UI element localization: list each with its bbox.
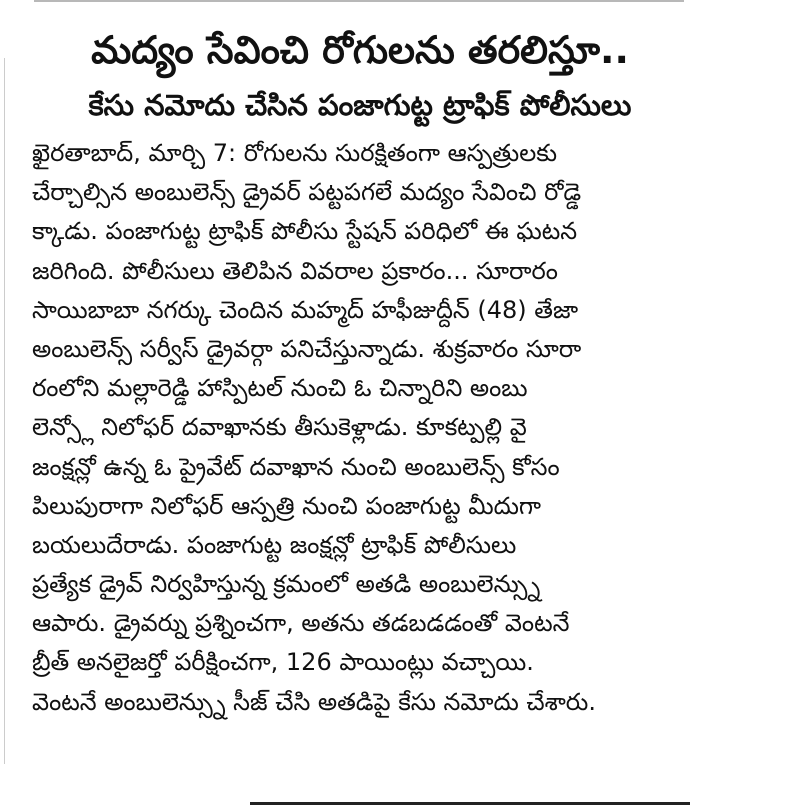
body-line: లెన్స్లో నిలోఫర్ దవాఖానకు తీసుకెళ్లాడు. కూకట్పల్లి వై: [32, 413, 527, 442]
body-line: బ్రీత్ అనలైజర్తో పరీక్షించగా, 126 పాయింట్లు వచ్చాయి.: [32, 648, 534, 677]
headline: మద్యం సేవించి రోగులను తరలిస్తూ..: [91, 28, 629, 72]
body-line: బయలుదేరాడు. పంజాగుట్ట జంక్షన్లో ట్రాఫిక్ పోలీసులు: [32, 530, 517, 559]
bottom-divider: [250, 802, 690, 805]
column-guide: [4, 58, 5, 764]
body-line: ఆపారు. డ్రైవర్ను ప్రశ్నించగా, అతను తడబడడంతో వెంటనే: [32, 609, 570, 638]
body-line: ఖైరతాబాద్, మార్చి 7: రోగులను సురక్షితంగా ఆస్పత్రులకు: [32, 139, 558, 167]
body-line: ప్రత్యేక డ్రైవ్ నిర్వహిస్తున్న క్రమంలో అతడి అంబులెన్స్ను: [32, 570, 541, 599]
body-line: సాయిబాబా నగర్కు చెందిన మహ్మద్ హఫీజుద్దీన్ (48) తేజా: [32, 295, 579, 324]
article-body: [32, 134, 698, 722]
top-divider: [34, 0, 684, 2]
body-line: చేర్చాల్సిన అంబులెన్స్ డ్రైవర్ పట్టపగలే మద్యం సేవించి రోడ్డె: [32, 178, 582, 207]
body-line: క్కాడు. పంజాగుట్ట ట్రాఫిక్ పోలీసు స్టేషన్ పరిధిలో ఈ ఘటన: [32, 217, 578, 246]
body-line: జరిగింది. పోలీసులు తెలిపిన వివరాల ప్రకారం... సూరారం: [32, 256, 558, 285]
body-line: అంబులెన్స్ సర్వీస్ డ్రైవర్గా పనిచేస్తున్నాడు. శుక్రవారం సూరా: [32, 334, 582, 363]
subheadline: కేసు నమోదు చేసిన పంజాగుట్ట ట్రాఫిక్ పోలీసులు: [88, 88, 632, 122]
body-line: వెంటనే అంబులెన్స్ను సీజ్ చేసి అతడిపై కేసు నమోదు చేశారు.: [32, 687, 596, 716]
body-line: పిలుపురాగా నిలోఫర్ ఆస్పత్రి నుంచి పంజాగుట్ట మీదుగా: [32, 491, 541, 520]
body-line: రంలోని మల్లారెడ్డి హాస్పిటల్ నుంచి ఓ చిన్నారిని అంబు: [32, 374, 528, 403]
body-line: జంక్షన్లో ఉన్న ఓ ప్రైవేట్ దవాఖాన నుంచి అంబులెన్స్ కోసం: [32, 452, 560, 481]
